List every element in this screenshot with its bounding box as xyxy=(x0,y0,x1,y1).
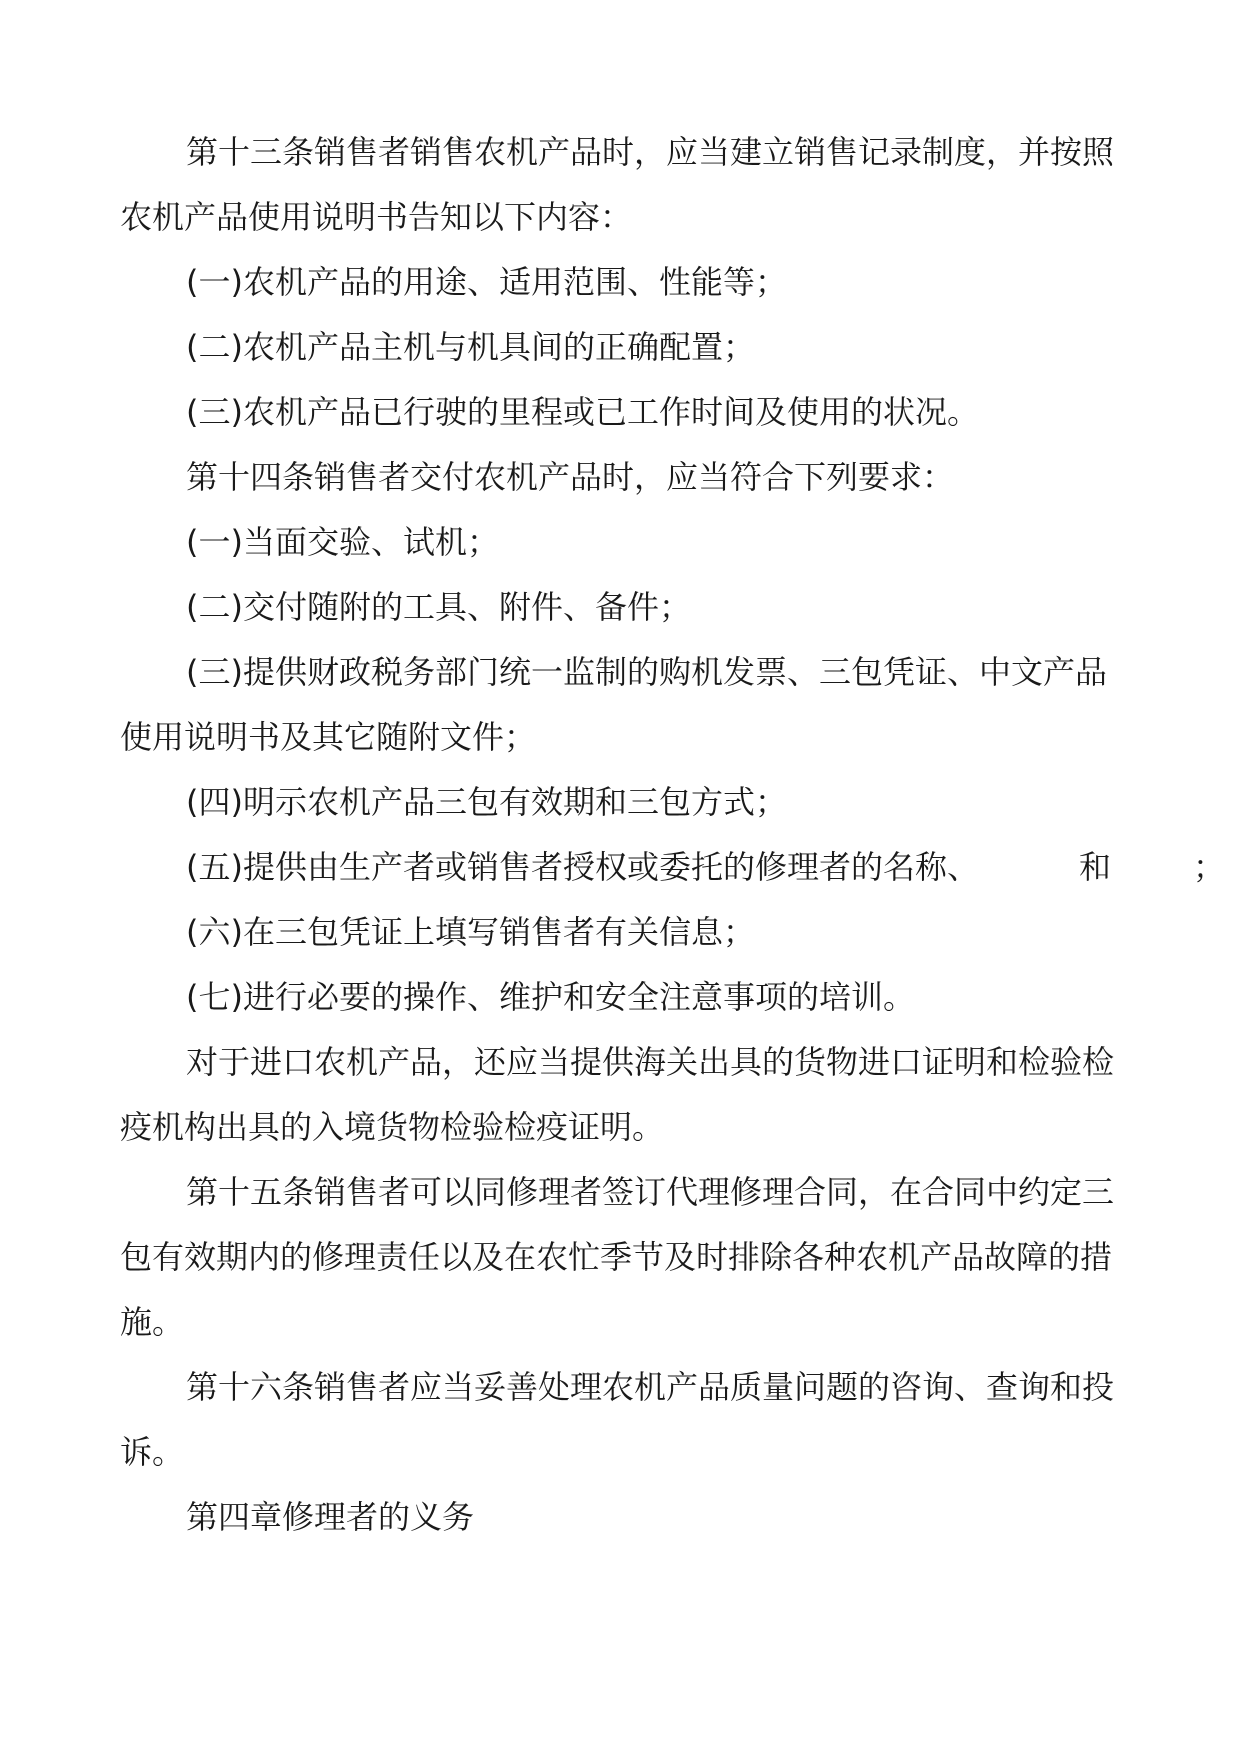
article-13-item-1: (一)农机产品的用途、适用范围、性能等； xyxy=(186,263,787,301)
imported-products-clause: 对于进口农机产品，还应当提供海关出具的货物进口证明和检验检疫机构出具的入境货物检验检疫证明。 xyxy=(120,1043,1115,1146)
article-13: 第十三条销售者销售农机产品时，应当建立销售记录制度，并按照农机产品使用说明书告知以下内容： xyxy=(120,133,1115,236)
article-13-item-2: (二)农机产品主机与机具间的正确配置； xyxy=(186,328,755,366)
article-16: 第十六条销售者应当妥善处理农机产品质量问题的咨询、查询和投诉。 xyxy=(120,1368,1115,1471)
article-14-item-4: (四)明示农机产品三包有效期和三包方式； xyxy=(186,783,787,821)
article-14-item-5 xyxy=(120,835,1226,900)
article-14: 第十四条销售者交付农机产品时，应当符合下列要求： xyxy=(186,458,955,496)
article-13-item-3: (三)农机产品已行驶的里程或已工作时间及使用的状况。 xyxy=(186,393,979,431)
chapter-4-heading: 第四章修理者的义务 xyxy=(186,1498,475,1536)
document-body xyxy=(120,120,1226,1550)
article-14-item-6: (六)在三包凭证上填写销售者有关信息； xyxy=(186,913,755,951)
item-5-middle: 和 xyxy=(1078,848,1111,886)
item-5-text: (五)提供由生产者或销售者授权或委托的修理者的名称、 xyxy=(186,848,979,886)
article-15: 第十五条销售者可以同修理者签订代理修理合同，在合同中约定三包有效期内的修理责任以及在农忙季节及时排除各种农机产品故障的措施。 xyxy=(120,1173,1115,1341)
article-14-item-7: (七)进行必要的操作、维护和安全注意事项的培训。 xyxy=(186,978,915,1016)
article-14-item-3: (三)提供财政税务部门统一监制的购机发票、三包凭证、中文产品使用说明书及其它随附文件； xyxy=(120,653,1107,756)
article-14-item-2: (二)交付随附的工具、附件、备件； xyxy=(186,588,691,626)
article-14-item-1: (一)当面交验、试机； xyxy=(186,523,499,561)
item-5-end: ； xyxy=(1193,848,1226,886)
